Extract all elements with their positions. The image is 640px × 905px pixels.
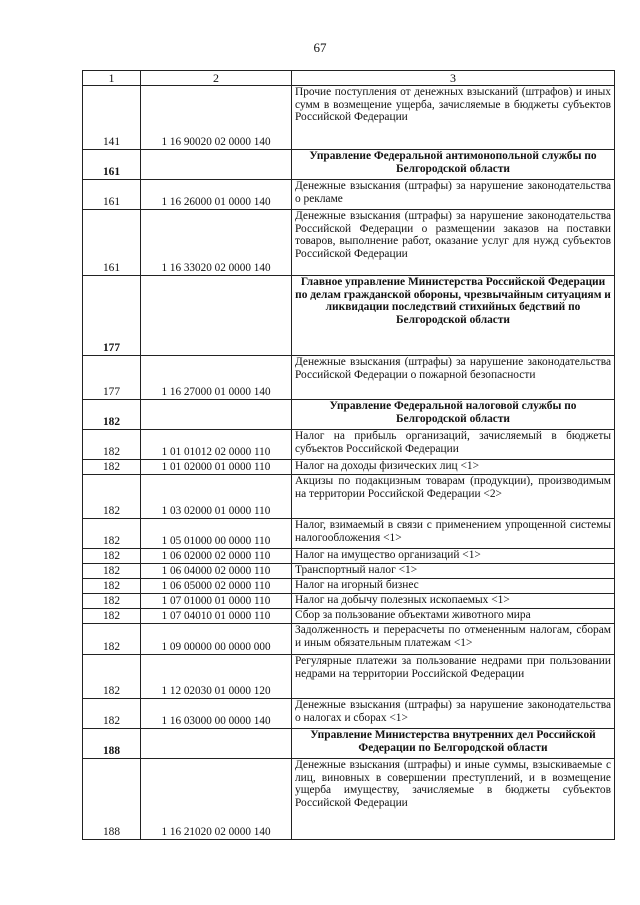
table-row: [83, 519, 615, 549]
row-revenue-code: 1 16 90020 02 0000 140: [141, 86, 292, 150]
table-row-department: [83, 400, 615, 430]
table-row-department: [83, 729, 615, 759]
row-admin-code: 161: [83, 150, 141, 180]
table-row: [83, 210, 615, 276]
row-admin-code: 182: [83, 624, 141, 655]
header-col-1: 1: [83, 71, 141, 86]
row-revenue-code: 1 07 01000 01 0000 110: [141, 594, 292, 609]
row-revenue-code: 1 01 01012 02 0000 110: [141, 430, 292, 460]
table-row-department: [83, 150, 615, 180]
row-description: Налог, взимаемый в связи с применением упрощенной системы налогообложения <1>: [292, 519, 615, 549]
row-admin-code: 182: [83, 579, 141, 594]
row-admin-code: 182: [83, 519, 141, 549]
table-row: [83, 759, 615, 840]
row-admin-code: 161: [83, 180, 141, 210]
table-row: [83, 460, 615, 475]
row-admin-code: 182: [83, 430, 141, 460]
row-description: Управление Федеральной налоговой службы по Белгородской области: [292, 400, 615, 430]
table-header-row: [83, 71, 615, 86]
table-row: [83, 609, 615, 624]
table-row: [83, 579, 615, 594]
revenue-codes-table: [82, 70, 615, 840]
table-row: [83, 356, 615, 400]
row-admin-code: 177: [83, 276, 141, 356]
row-revenue-code: [141, 150, 292, 180]
row-revenue-code: 1 16 26000 01 0000 140: [141, 180, 292, 210]
row-admin-code: 182: [83, 549, 141, 564]
row-revenue-code: 1 12 02030 01 0000 120: [141, 655, 292, 699]
row-description: Денежные взыскания (штрафы) за нарушение законодательства о налогах и сборах <1>: [292, 699, 615, 729]
row-description: Денежные взыскания (штрафы) за нарушение законодательства Российской Федерации о пожарной безопасности: [292, 356, 615, 400]
table-row: [83, 430, 615, 460]
row-admin-code: 182: [83, 609, 141, 624]
row-description: Налог на прибыль организаций, зачисляемый в бюджеты субъектов Российской Федерации: [292, 430, 615, 460]
row-description: Налог на добычу полезных ископаемых <1>: [292, 594, 615, 609]
table-row: [83, 699, 615, 729]
table-row: [83, 655, 615, 699]
row-description: Сбор за пользование объектами животного мира: [292, 609, 615, 624]
row-description: Налог на игорный бизнес: [292, 579, 615, 594]
row-description: Задолженность и перерасчеты по отмененным налогам, сборам и иным обязательным платежам <1>: [292, 624, 615, 655]
table-row: [83, 594, 615, 609]
table-row: [83, 86, 615, 150]
row-revenue-code: 1 06 02000 02 0000 110: [141, 549, 292, 564]
row-revenue-code: [141, 276, 292, 356]
row-admin-code: 182: [83, 699, 141, 729]
row-description: Акцизы по подакцизным товарам (продукции), производимым на территории Российской Федерации <2>: [292, 475, 615, 519]
row-admin-code: 177: [83, 356, 141, 400]
row-description: Управление Министерства внутренних дел Российской Федерации по Белгородской области: [292, 729, 615, 759]
row-revenue-code: 1 06 05000 02 0000 110: [141, 579, 292, 594]
row-admin-code: 182: [83, 655, 141, 699]
row-description: Регулярные платежи за пользование недрами при пользовании недрами на территории Российской Федерации: [292, 655, 615, 699]
row-admin-code: 182: [83, 475, 141, 519]
table-row: [83, 180, 615, 210]
table-row: [83, 549, 615, 564]
row-revenue-code: 1 03 02000 01 0000 110: [141, 475, 292, 519]
row-admin-code: 182: [83, 460, 141, 475]
row-revenue-code: 1 16 21020 02 0000 140: [141, 759, 292, 840]
row-description: Главное управление Министерства Российской Федерации по делам гражданской обороны, чрезвычайным ситуациям и ликвидации последствий стихийных бедствий по Белгородской области: [292, 276, 615, 356]
row-revenue-code: 1 07 04010 01 0000 110: [141, 609, 292, 624]
row-revenue-code: [141, 729, 292, 759]
row-revenue-code: 1 16 03000 00 0000 140: [141, 699, 292, 729]
row-description: Транспортный налог <1>: [292, 564, 615, 579]
row-admin-code: 161: [83, 210, 141, 276]
row-description: Налог на имущество организаций <1>: [292, 549, 615, 564]
row-admin-code: 188: [83, 759, 141, 840]
page-number: 67: [313, 40, 327, 55]
header-col-2: 2: [141, 71, 292, 86]
row-description: Управление Федеральной антимонопольной службы по Белгородской области: [292, 150, 615, 180]
row-admin-code: 141: [83, 86, 141, 150]
row-admin-code: 182: [83, 594, 141, 609]
table-row: [83, 475, 615, 519]
table-row-department: [83, 276, 615, 356]
row-description: Прочие поступления от денежных взысканий (штрафов) и иных сумм в возмещение ущерба, зачисляемые в бюджеты субъектов Российской Федерации: [292, 86, 615, 150]
row-admin-code: 182: [83, 400, 141, 430]
table-row: [83, 624, 615, 655]
header-col-3: 3: [292, 71, 615, 86]
row-description: Налог на доходы физических лиц <1>: [292, 460, 615, 475]
table-row: [83, 564, 615, 579]
row-revenue-code: [141, 400, 292, 430]
row-revenue-code: 1 16 33020 02 0000 140: [141, 210, 292, 276]
row-revenue-code: 1 16 27000 01 0000 140: [141, 356, 292, 400]
row-description: Денежные взыскания (штрафы) за нарушение законодательства Российской Федерации о размещении заказов на поставки товаров, выполнение работ, оказание услуг для нужд субъектов Российской Федерации: [292, 210, 615, 276]
row-admin-code: 188: [83, 729, 141, 759]
row-revenue-code: 1 09 00000 00 0000 000: [141, 624, 292, 655]
row-description: Денежные взыскания (штрафы) за нарушение законодательства о рекламе: [292, 180, 615, 210]
row-revenue-code: 1 05 01000 00 0000 110: [141, 519, 292, 549]
row-description: Денежные взыскания (штрафы) и иные суммы, взыскиваемые с лиц, виновных в совершении преступлений, и в возмещение ущерба имуществу, зачисляемые в бюджеты субъектов Российской Федерации: [292, 759, 615, 840]
row-revenue-code: 1 01 02000 01 0000 110: [141, 460, 292, 475]
row-admin-code: 182: [83, 564, 141, 579]
row-revenue-code: 1 06 04000 02 0000 110: [141, 564, 292, 579]
